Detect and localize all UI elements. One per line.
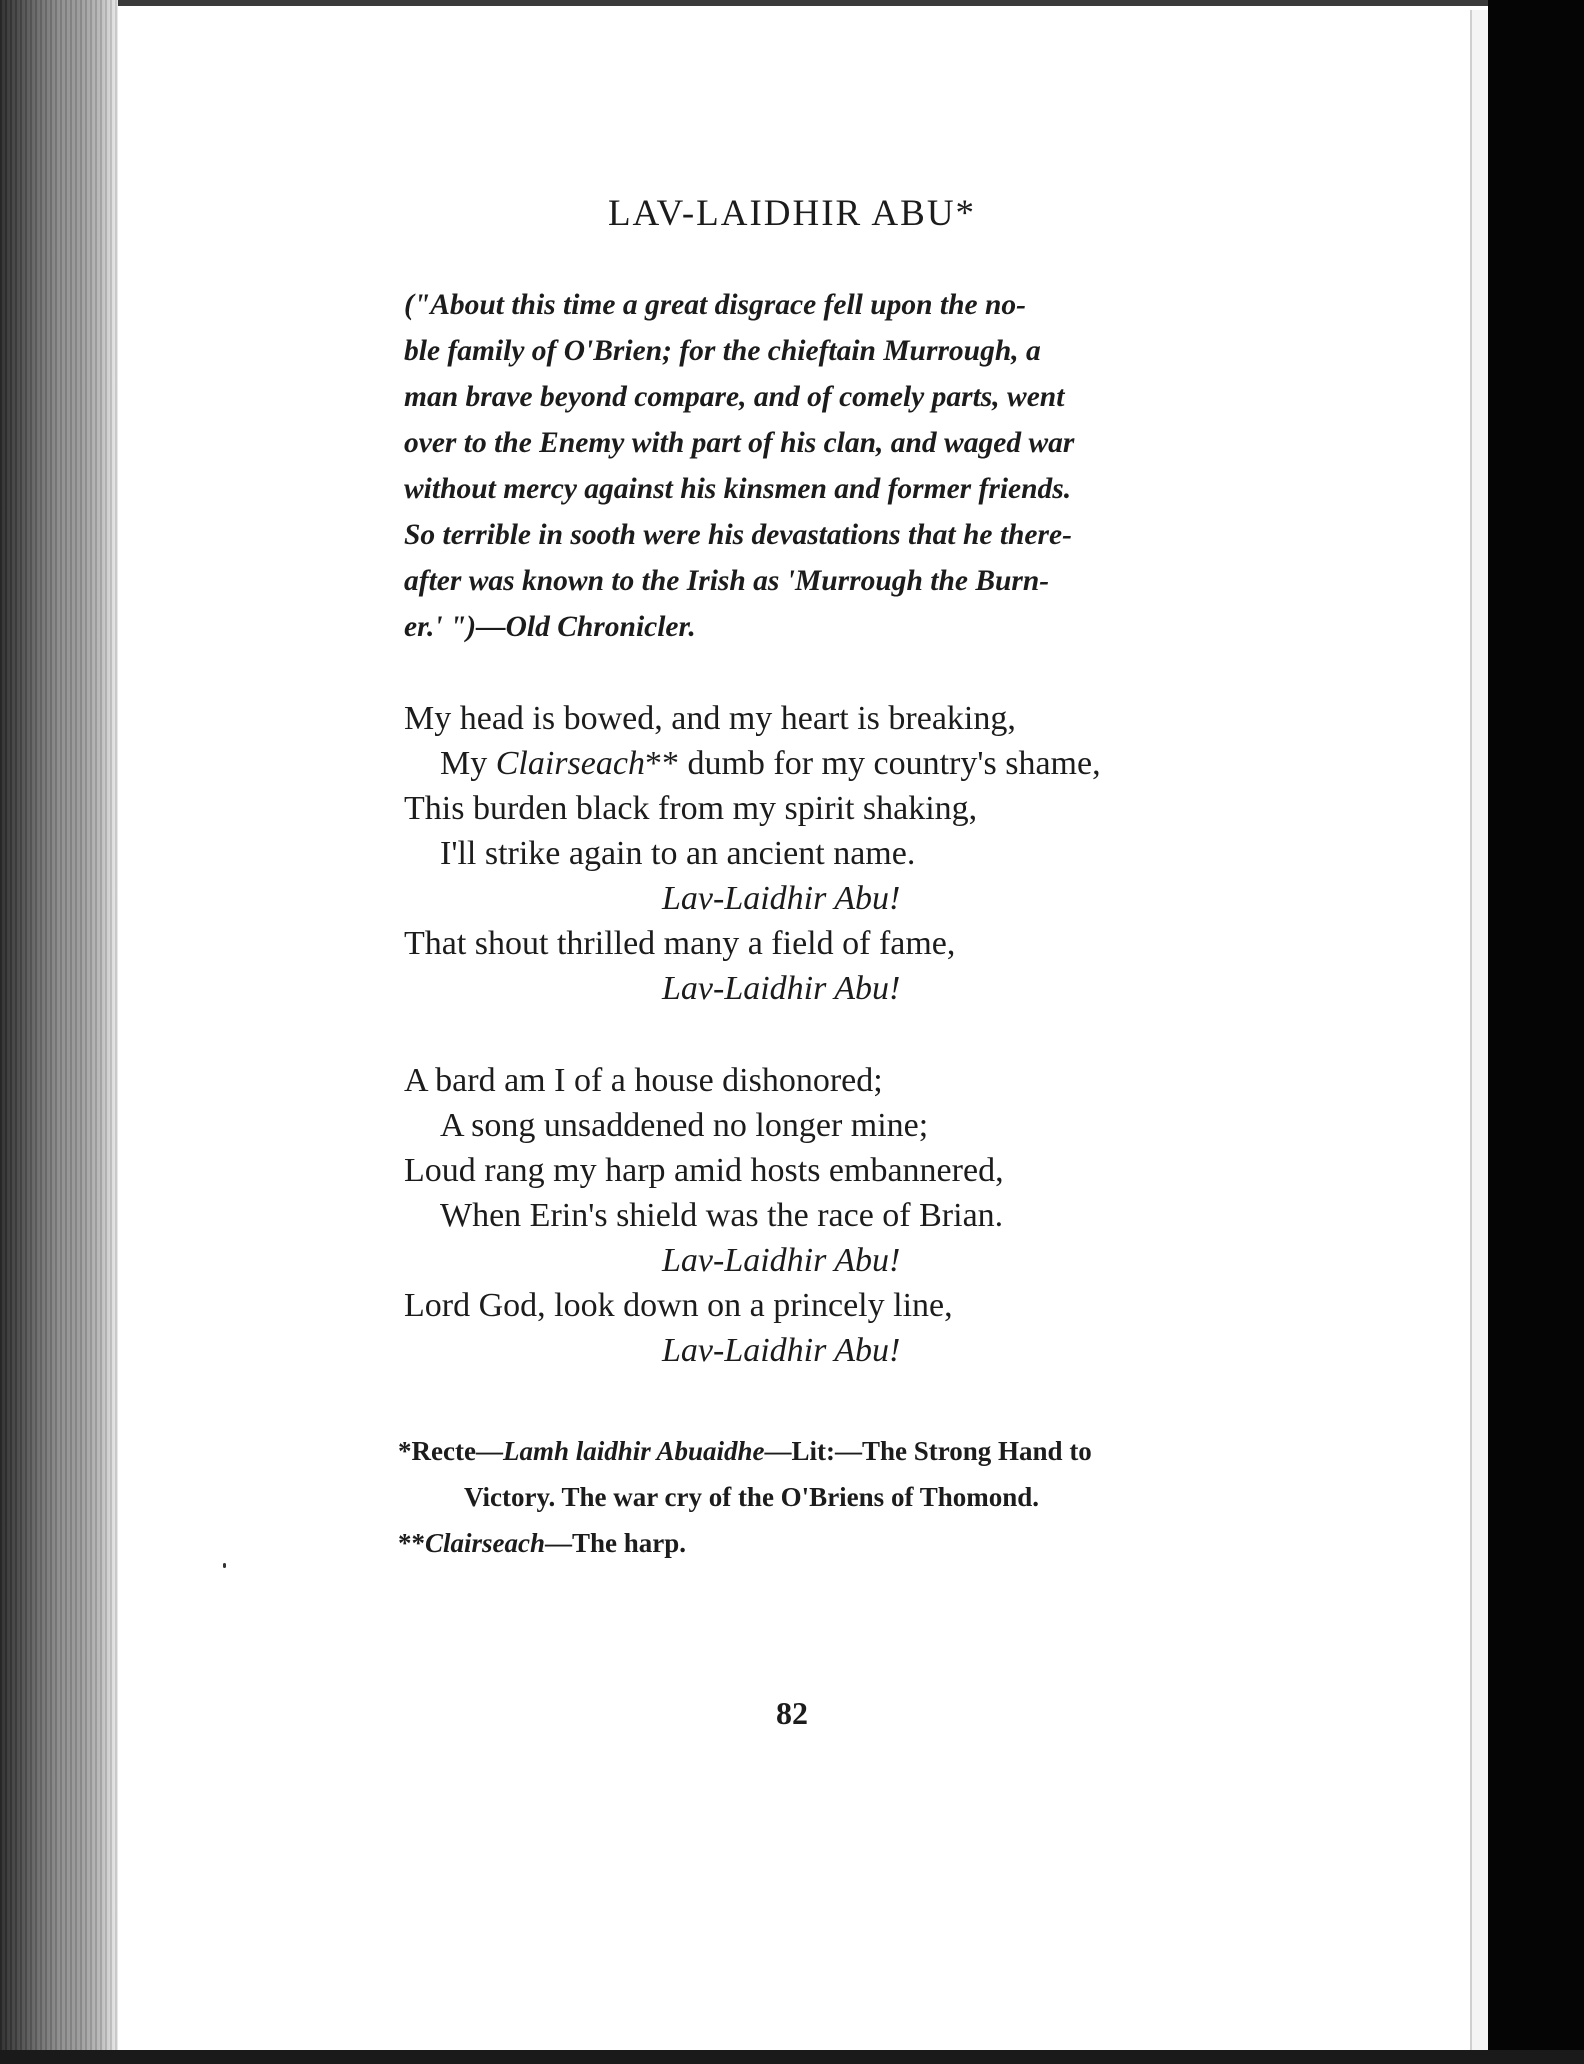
intro-line: ble family of O'Brien; for the chieftain Murrough, a [404,335,1041,367]
scan-right-border [1488,0,1584,2064]
scan-speck [223,1563,226,1568]
poem-text: My [440,745,496,782]
intro-line: over to the Enemy with part of his clan, and waged war [404,427,1075,459]
intro-line: ("About this time a great disgrace fell upon the no- [404,289,1026,321]
poem-line: That shout thrilled many a field of fame, [404,925,956,962]
poem-italic: Clairseach [495,745,645,782]
page-title: LAV-LAIDHIR ABU* [607,193,977,234]
poem-line: A bard am I of a house dishonored; [404,1062,883,1099]
scan-top-edge [0,0,1584,6]
footnote-text: ** [398,1528,425,1558]
poem-line: Loud rang my harp amid hosts embannered, [404,1152,1004,1189]
intro-line: er.' ")—Old Chronicler. [404,611,696,643]
poem-line: A song unsaddened no longer mine; [440,1107,929,1144]
poem-line: My head is bowed, and my heart is breaking, [404,700,1016,737]
poem-line: This burden black from my spirit shaking, [404,790,978,827]
footnote-italic: Clairseach [425,1528,546,1558]
intro-line: without mercy against his kinsmen and former friends. [404,473,1072,505]
poem-text: ** dumb for my country's shame, [644,745,1101,782]
footnote-text: *Recte— [398,1436,503,1466]
intro-line: after was known to the Irish as 'Murrough the Burn- [404,565,1050,597]
page-number: 82 [776,1695,808,1731]
poem-line: When Erin's shield was the race of Brian. [440,1197,1004,1234]
intro-line: So terrible in sooth were his devastations that he there- [404,519,1072,551]
facing-page-edge [1470,10,1488,2050]
scan-bottom-edge [0,2050,1584,2064]
poem-line: I'll strike again to an ancient name. [440,835,916,872]
footnote-text: —Lit:—The Strong Hand to [764,1436,1092,1466]
poem-line: Lord God, look down on a princely line, [404,1287,953,1324]
footnote-1 [398,1428,1298,1474]
footnotes [398,1428,1298,1566]
intro-quote [404,282,1284,650]
poem-refrain: Lav-Laidhir Abu! [662,1242,901,1279]
footnote-italic: Lamh laidhir Abuaidhe [502,1436,765,1466]
footnote-1-cont: Victory. The war cry of the O'Briens of Thomond. [464,1482,1039,1512]
footnote-text: —The harp. [545,1528,687,1558]
poem-refrain: Lav-Laidhir Abu! [662,970,901,1007]
book-spine-edge [0,0,118,2064]
poem-line [440,745,1101,783]
poem-refrain: Lav-Laidhir Abu! [662,880,901,917]
intro-line: man brave beyond compare, and of comely parts, went [404,381,1065,413]
poem-refrain: Lav-Laidhir Abu! [662,1332,901,1369]
footnote-2 [398,1520,1298,1566]
